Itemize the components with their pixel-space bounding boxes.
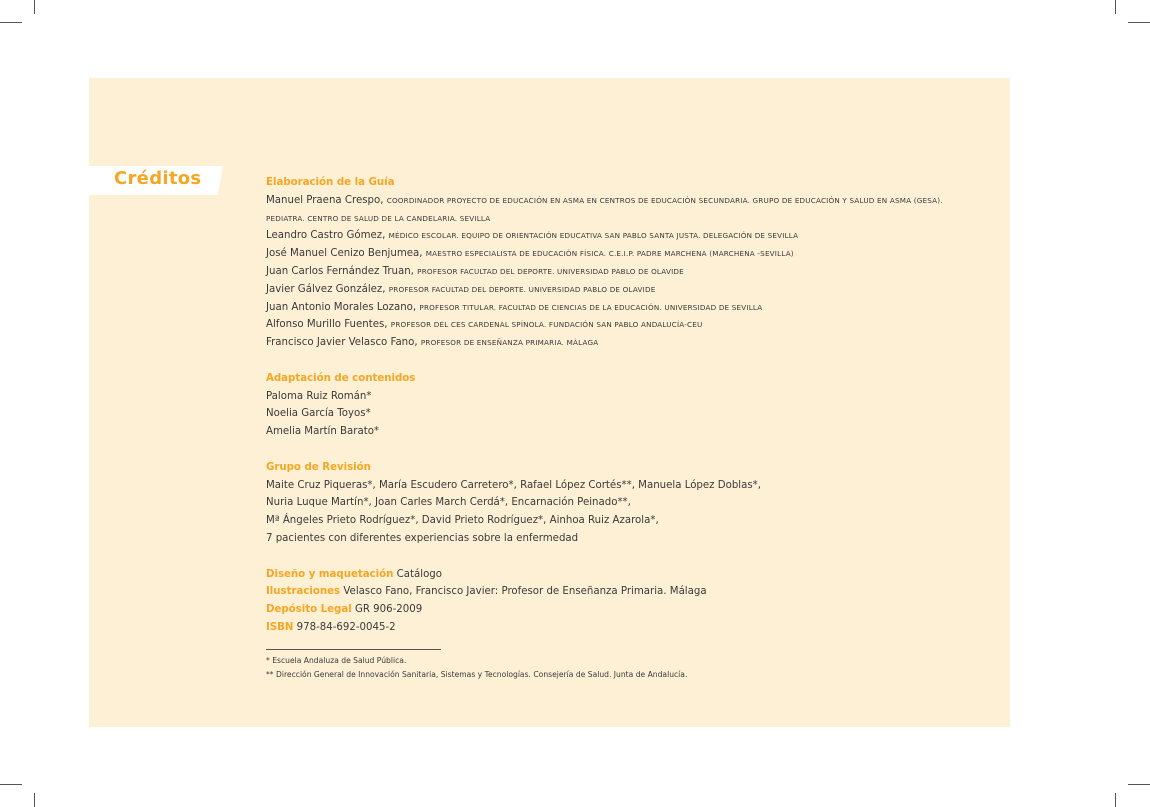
heading-revision: Grupo de Revisión — [266, 461, 371, 473]
elaboracion-entry — [266, 227, 996, 245]
crop-mark — [34, 793, 35, 807]
author-name: Leandro Castro Gómez, — [266, 230, 386, 242]
crop-mark — [1115, 793, 1116, 807]
author-name: Juan Carlos Fernández Truan, — [266, 265, 414, 277]
footnote: * Escuela Andaluza de Salud Pública. — [266, 655, 407, 665]
author-role: PROFESOR TITULAR. FACULTAD DE CIENCIAS DE LA EDUCACIÓN. UNIVERSIDAD DE SEVILLA — [419, 302, 763, 312]
credits-content — [266, 174, 996, 682]
adaptacion-line: Noelia García Toyos* — [266, 408, 371, 420]
heading-elaboracion: Elaboración de la Guía — [266, 177, 395, 188]
author-name: Francisco Javier Velasco Fano, — [266, 337, 418, 349]
revision-line: 7 pacientes con diferentes experiencias sobre la enfermedad — [266, 532, 579, 544]
crop-mark — [1128, 784, 1150, 785]
author-name: Juan Antonio Morales Lozano, — [266, 301, 417, 313]
detail-label: ISBN — [266, 621, 294, 633]
crop-mark — [1115, 0, 1116, 14]
detail-illustrations — [266, 583, 996, 601]
adaptacion-line: Amelia Martín Barato* — [266, 426, 380, 438]
author-role: PROFESOR DE ENSEÑANZA PRIMARIA. MÁLAGA — [420, 338, 599, 348]
author-role: PEDIATRA. CENTRO DE SALUD DE LA CANDELARIA. SEVILLA — [266, 213, 491, 223]
author-role: PROFESOR FACULTAD DEL DEPORTE. UNIVERSIDAD PABLO DE OLAVIDE — [417, 266, 684, 276]
author-role: MÉDICO ESCOLAR. EQUIPO DE ORIENTACIÓN EDUCATIVA SAN PABLO SANTA JUSTA. DELEGACIÓN DE SEVILLA — [388, 231, 799, 241]
crop-mark — [0, 784, 22, 785]
elaboracion-entry — [266, 192, 996, 210]
elaboracion-entry — [266, 263, 996, 281]
revision-line: Nuria Luque Martín*, Joan Carles March Cerdá*, Encarnación Peinado**, — [266, 497, 631, 509]
detail-label: Diseño y maquetación — [266, 568, 394, 580]
author-role: COORDINADOR PROYECTO DE EDUCACIÓN EN ASMA EN CENTROS DE EDUCACIÓN SECUNDARIA. GRUPO DE EDUCACIÓN Y SALUD EN ASMA (GESA). — [386, 195, 943, 205]
author-role: PROFESOR FACULTAD DEL DEPORTE. UNIVERSIDAD PABLO DE OLAVIDE — [388, 284, 656, 294]
crop-mark — [0, 22, 22, 23]
revision-line: Mª Ángeles Prieto Rodríguez*, David Prieto Rodríguez*, Ainhoa Ruiz Azarola*, — [266, 515, 659, 527]
section-title: Créditos — [114, 168, 202, 189]
elaboracion-entry — [266, 281, 996, 299]
crop-mark — [34, 0, 35, 14]
detail-label: Ilustraciones — [266, 586, 341, 598]
detail-isbn — [266, 619, 996, 637]
author-name: Manuel Praena Crespo, — [266, 194, 384, 206]
detail-value: Velasco Fano, Francisco Javier: Profesor de Enseñanza Primaria. Málaga — [343, 586, 707, 598]
elaboracion-entry — [266, 316, 996, 334]
author-role: MAESTRO ESPECIALISTA DE EDUCACIÓN FÍSICA. C.E.I.P. PADRE MARCHENA (MARCHENA -SEVILLA) — [425, 249, 794, 259]
author-name: Javier Gálvez González, — [266, 283, 386, 295]
detail-design — [266, 566, 996, 584]
detail-label: Depósito Legal — [266, 604, 352, 616]
revision-line: Maite Cruz Piqueras*, María Escudero Carretero*, Rafael López Cortés**, Manuela López Doblas*, — [266, 479, 762, 491]
footnote: ** Dirección General de Innovación Sanitaria, Sistemas y Tecnologías. Consejería de Salud. Junta de Andalucía. — [266, 669, 688, 679]
detail-value: Catálogo — [396, 568, 442, 580]
detail-value: 978-84-692-0045-2 — [296, 621, 396, 633]
footnote-rule — [266, 649, 441, 650]
heading-adaptacion: Adaptación de contenidos — [266, 372, 416, 384]
elaboracion-entry — [266, 299, 996, 317]
author-name: José Manuel Cenizo Benjumea, — [266, 248, 423, 260]
author-name: Alfonso Murillo Fuentes, — [266, 319, 388, 331]
adaptacion-line: Paloma Ruiz Román* — [266, 390, 372, 402]
elaboracion-entry — [266, 245, 996, 263]
crop-mark — [1128, 22, 1150, 23]
detail-value: GR 906-2009 — [354, 604, 423, 616]
author-role: PROFESOR DEL CES CARDENAL SPÍNOLA. FUNDACIÓN SAN PABLO ANDALUCÍA-CEU — [390, 320, 703, 330]
elaboracion-list — [266, 192, 996, 352]
elaboracion-entry — [266, 210, 996, 228]
detail-legal-deposit — [266, 601, 996, 619]
elaboracion-entry — [266, 334, 996, 352]
